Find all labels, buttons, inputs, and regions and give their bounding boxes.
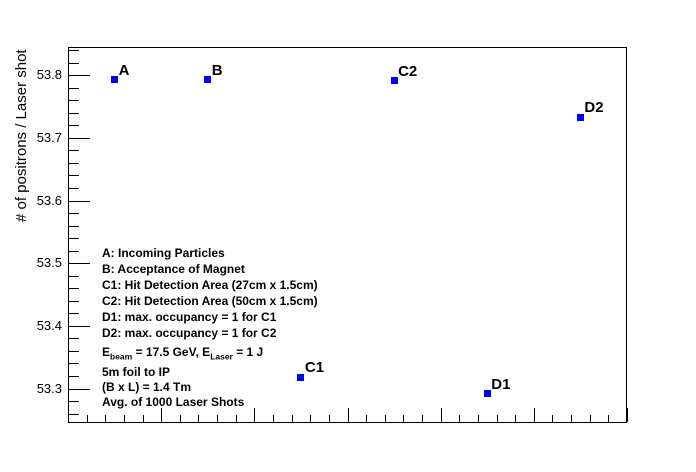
- x-minor-tick: [217, 415, 218, 422]
- stats-text: = 1 J: [232, 345, 264, 359]
- stats-line: [102, 380, 263, 395]
- y-major-tick: [69, 201, 90, 202]
- y-tick-label: 53.6: [36, 192, 62, 208]
- y-major-tick: [69, 389, 90, 390]
- data-point-B: [204, 76, 211, 83]
- x-minor-tick: [497, 415, 498, 422]
- y-minor-tick: [69, 100, 79, 101]
- y-minor-tick: [69, 175, 79, 176]
- legend-line: C1: Hit Detection Area (27cm x 1.5cm): [102, 278, 318, 292]
- x-minor-tick: [608, 415, 609, 422]
- x-major-tick: [68, 408, 69, 422]
- stats-line: [102, 345, 263, 365]
- x-major-tick: [534, 408, 535, 422]
- y-minor-tick: [69, 376, 79, 377]
- y-minor-tick: [69, 213, 79, 214]
- y-minor-tick: [69, 401, 79, 402]
- y-tick-label: 53.8: [36, 67, 62, 83]
- stats-text: = 17.5 GeV, E: [132, 345, 211, 359]
- stats-line: [102, 365, 263, 380]
- x-minor-tick: [273, 415, 274, 422]
- x-minor-tick: [143, 415, 144, 422]
- stats-text: E: [102, 345, 111, 359]
- y-tick-label: 53.3: [36, 380, 62, 396]
- y-minor-tick: [69, 50, 79, 51]
- y-minor-tick: [69, 363, 79, 364]
- legend-line: D1: max. occupancy = 1 for C1: [102, 310, 277, 324]
- y-minor-tick: [69, 351, 79, 352]
- y-minor-tick: [69, 88, 79, 89]
- x-major-tick: [254, 408, 255, 422]
- y-minor-tick: [69, 313, 79, 314]
- x-minor-tick: [459, 415, 460, 422]
- x-major-tick: [161, 408, 162, 422]
- subscript-text: beam: [110, 351, 133, 362]
- y-major-tick: [69, 138, 90, 139]
- stats-block: [102, 345, 263, 410]
- x-minor-tick: [552, 415, 553, 422]
- y-minor-tick: [69, 150, 79, 151]
- data-point-A: [111, 76, 118, 83]
- y-tick-label: 53.5: [36, 255, 62, 271]
- data-point-C1: [297, 374, 304, 381]
- x-major-tick: [627, 408, 628, 422]
- stats-text: 5m foil to IP: [102, 364, 171, 379]
- x-minor-tick: [310, 415, 311, 422]
- y-major-tick: [69, 263, 90, 264]
- legend-line: A: Incoming Particles: [102, 246, 225, 260]
- y-minor-tick: [69, 226, 79, 227]
- x-minor-tick: [329, 415, 330, 422]
- x-minor-tick: [515, 415, 516, 422]
- stats-text: Avg. of 1000 Laser Shots: [102, 394, 245, 409]
- data-point-label-C2: C2: [398, 62, 418, 80]
- y-tick-label: 53.4: [36, 317, 62, 333]
- x-minor-tick: [478, 415, 479, 422]
- y-minor-tick: [69, 251, 79, 252]
- x-minor-tick: [366, 415, 367, 422]
- data-point-label-A: A: [118, 61, 130, 79]
- x-minor-tick: [87, 415, 88, 422]
- data-point-label-C1: C1: [304, 359, 325, 377]
- x-minor-tick: [198, 415, 199, 422]
- x-minor-tick: [124, 415, 125, 422]
- x-minor-tick: [180, 415, 181, 422]
- x-minor-tick: [236, 415, 237, 422]
- y-minor-tick: [69, 163, 79, 164]
- y-minor-tick: [69, 276, 79, 277]
- y-tick-label: 53.7: [36, 129, 62, 145]
- stats-line: [102, 395, 263, 410]
- x-minor-tick: [422, 415, 423, 422]
- x-minor-tick: [590, 415, 591, 422]
- y-minor-tick: [69, 63, 79, 64]
- subscript-text: Laser: [210, 351, 233, 362]
- data-point-D2: [577, 114, 584, 121]
- y-minor-tick: [69, 414, 79, 415]
- x-major-tick: [348, 408, 349, 422]
- y-minor-tick: [69, 288, 79, 289]
- x-minor-tick: [571, 415, 572, 422]
- legend-block: [102, 245, 318, 341]
- stats-text: (B x L) = 1.4 Tm: [102, 379, 192, 394]
- y-axis-title: # of positrons / Laser shot: [13, 49, 30, 222]
- x-major-tick: [441, 408, 442, 422]
- legend-line: D2: max. occupancy = 1 for C2: [102, 326, 277, 340]
- data-point-C2: [391, 77, 398, 84]
- y-minor-tick: [69, 238, 79, 239]
- data-point-label-B: B: [211, 61, 223, 79]
- x-minor-tick: [292, 415, 293, 422]
- y-minor-tick: [69, 301, 79, 302]
- y-minor-tick: [69, 113, 79, 114]
- y-minor-tick: [69, 338, 79, 339]
- data-point-label-D2: D2: [584, 99, 604, 117]
- y-minor-tick: [69, 188, 79, 189]
- data-point-D1: [484, 390, 491, 397]
- y-major-tick: [69, 75, 90, 76]
- data-point-label-D1: D1: [491, 375, 511, 393]
- y-minor-tick: [69, 125, 79, 126]
- legend-line: B: Acceptance of Magnet: [102, 262, 245, 276]
- x-minor-tick: [105, 415, 106, 422]
- x-minor-tick: [385, 415, 386, 422]
- y-major-tick: [69, 326, 90, 327]
- x-minor-tick: [403, 415, 404, 422]
- legend-line: C2: Hit Detection Area (50cm x 1.5cm): [102, 294, 318, 308]
